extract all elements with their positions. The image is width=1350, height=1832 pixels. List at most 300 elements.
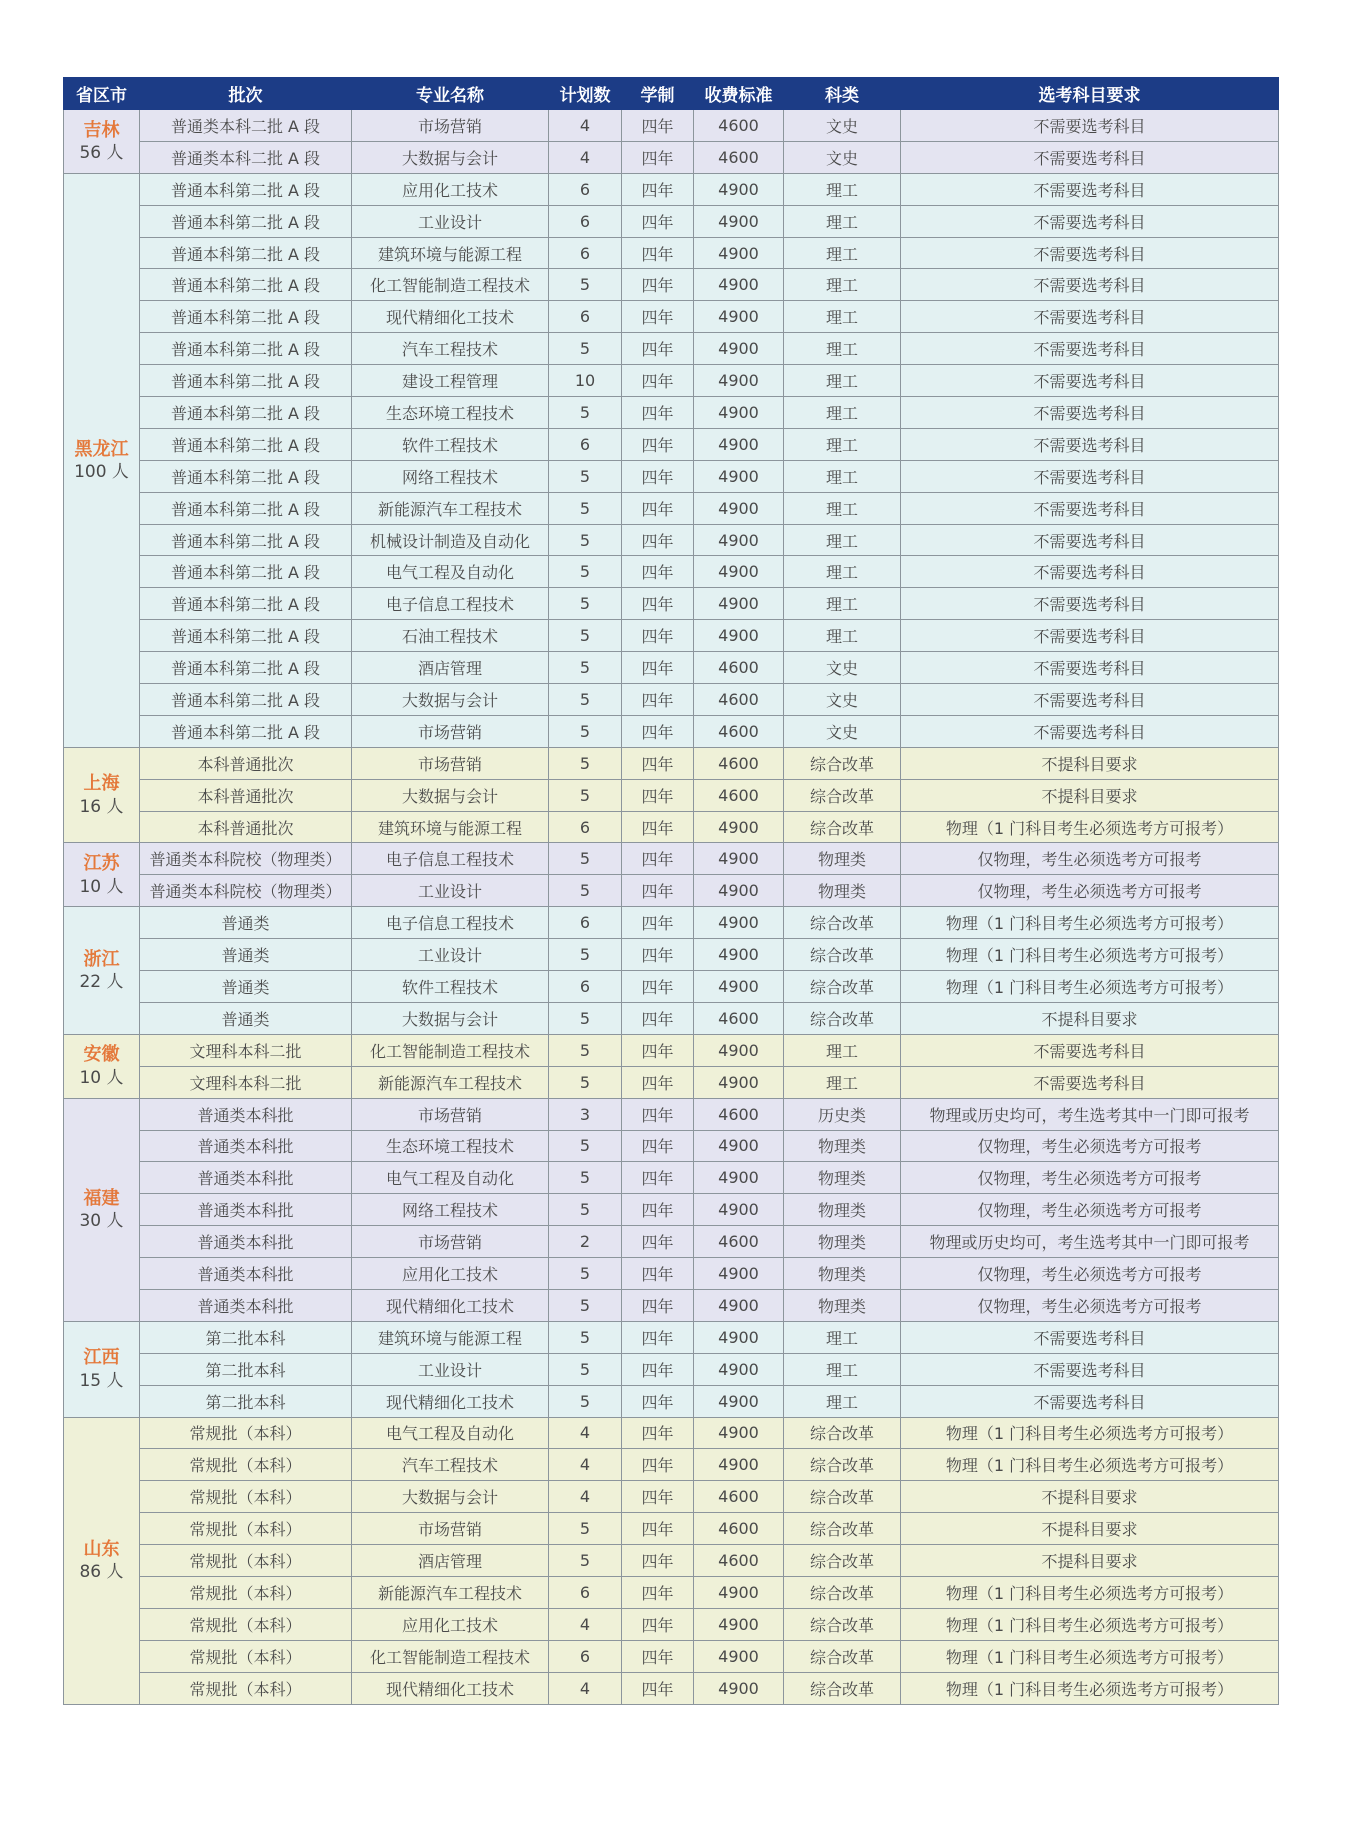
province-cell (64, 747, 140, 843)
duration-cell: 四年 (622, 1417, 694, 1449)
tuition-cell: 4900 (694, 620, 784, 652)
plan-count-cell: 6 (549, 907, 622, 939)
major-cell: 市场营销 (352, 1513, 549, 1545)
category-cell: 综合改革 (784, 779, 901, 811)
duration-cell: 四年 (622, 269, 694, 301)
batch-cell: 常规批（本科） (140, 1545, 352, 1577)
tuition-cell: 4900 (694, 907, 784, 939)
header-batch: 批次 (140, 78, 352, 110)
major-cell: 工业设计 (352, 875, 549, 907)
subject-requirement-cell: 不提科目要求 (901, 1481, 1279, 1513)
batch-cell: 普通本科第二批 A 段 (140, 428, 352, 460)
plan-count-cell: 5 (549, 556, 622, 588)
major-cell: 建筑环境与能源工程 (352, 237, 549, 269)
category-cell: 物理类 (784, 1130, 901, 1162)
major-cell: 化工智能制造工程技术 (352, 1034, 549, 1066)
subject-requirement-cell: 仅物理，考生必须选考方可报考 (901, 1162, 1279, 1194)
batch-cell: 常规批（本科） (140, 1608, 352, 1640)
province-total: 22 人 (79, 972, 124, 993)
duration-cell: 四年 (622, 684, 694, 716)
subject-requirement-cell: 不需要选考科目 (901, 173, 1279, 205)
subject-requirement-cell: 物理（1 门科目考生必须选考方可报考） (901, 1417, 1279, 1449)
duration-cell: 四年 (622, 301, 694, 333)
table-row (64, 939, 1279, 971)
plan-count-cell: 2 (549, 1226, 622, 1258)
province-name: 黑龙江 (74, 438, 129, 460)
subject-requirement-cell: 不需要选考科目 (901, 1385, 1279, 1417)
tuition-cell: 4900 (694, 1608, 784, 1640)
category-cell: 综合改革 (784, 1545, 901, 1577)
major-cell: 现代精细化工技术 (352, 1385, 549, 1417)
duration-cell: 四年 (622, 1449, 694, 1481)
duration-cell: 四年 (622, 747, 694, 779)
subject-requirement-cell: 不提科目要求 (901, 747, 1279, 779)
batch-cell: 第二批本科 (140, 1385, 352, 1417)
batch-cell: 普通本科第二批 A 段 (140, 715, 352, 747)
header-province: 省区市 (64, 78, 140, 110)
tuition-cell: 4900 (694, 1289, 784, 1321)
plan-count-cell: 5 (549, 1130, 622, 1162)
major-cell: 酒店管理 (352, 1545, 549, 1577)
category-cell: 物理类 (784, 1258, 901, 1290)
subject-requirement-cell: 不需要选考科目 (901, 1353, 1279, 1385)
duration-cell: 四年 (622, 492, 694, 524)
major-cell: 新能源汽车工程技术 (352, 1066, 549, 1098)
major-cell: 石油工程技术 (352, 620, 549, 652)
subject-requirement-cell: 物理（1 门科目考生必须选考方可报考） (901, 1640, 1279, 1672)
duration-cell: 四年 (622, 428, 694, 460)
subject-requirement-cell: 不需要选考科目 (901, 1066, 1279, 1098)
subject-requirement-cell: 物理（1 门科目考生必须选考方可报考） (901, 971, 1279, 1003)
tuition-cell: 4900 (694, 1576, 784, 1608)
province-name: 江西 (83, 1347, 120, 1369)
category-cell: 综合改革 (784, 907, 901, 939)
category-cell: 物理类 (784, 843, 901, 875)
plan-count-cell: 5 (549, 492, 622, 524)
batch-cell: 普通类 (140, 907, 352, 939)
duration-cell: 四年 (622, 907, 694, 939)
table-row (64, 556, 1279, 588)
subject-requirement-cell: 物理（1 门科目考生必须选考方可报考） (901, 811, 1279, 843)
duration-cell: 四年 (622, 1608, 694, 1640)
table-row (64, 1513, 1279, 1545)
category-cell: 综合改革 (784, 971, 901, 1003)
category-cell: 综合改革 (784, 1002, 901, 1034)
category-cell: 理工 (784, 428, 901, 460)
category-cell: 理工 (784, 397, 901, 429)
plan-count-cell: 6 (549, 971, 622, 1003)
major-cell: 新能源汽车工程技术 (352, 1576, 549, 1608)
major-cell: 化工智能制造工程技术 (352, 1640, 549, 1672)
major-cell: 建筑环境与能源工程 (352, 1321, 549, 1353)
major-cell: 汽车工程技术 (352, 333, 549, 365)
batch-cell: 常规批（本科） (140, 1417, 352, 1449)
plan-count-cell: 5 (549, 652, 622, 684)
plan-count-cell: 6 (549, 811, 622, 843)
major-cell: 大数据与会计 (352, 684, 549, 716)
duration-cell: 四年 (622, 1481, 694, 1513)
header-duration: 学制 (622, 78, 694, 110)
province-cell (64, 1098, 140, 1321)
subject-requirement-cell: 仅物理，考生必须选考方可报考 (901, 1194, 1279, 1226)
major-cell: 生态环境工程技术 (352, 397, 549, 429)
duration-cell: 四年 (622, 1258, 694, 1290)
tuition-cell: 4900 (694, 1258, 784, 1290)
tuition-cell: 4600 (694, 747, 784, 779)
batch-cell: 普通本科第二批 A 段 (140, 301, 352, 333)
category-cell: 理工 (784, 333, 901, 365)
major-cell: 软件工程技术 (352, 428, 549, 460)
major-cell: 机械设计制造及自动化 (352, 524, 549, 556)
subject-requirement-cell: 不需要选考科目 (901, 397, 1279, 429)
province-cell (64, 173, 140, 747)
batch-cell: 普通本科第二批 A 段 (140, 684, 352, 716)
duration-cell: 四年 (622, 971, 694, 1003)
header-tuition: 收费标准 (694, 78, 784, 110)
table-row (64, 492, 1279, 524)
tuition-cell: 4900 (694, 1672, 784, 1704)
subject-requirement-cell: 不需要选考科目 (901, 556, 1279, 588)
category-cell: 理工 (784, 1034, 901, 1066)
province-total: 100 人 (74, 461, 129, 482)
category-cell: 文史 (784, 652, 901, 684)
province-total: 10 人 (79, 876, 124, 897)
plan-count-cell: 5 (549, 1513, 622, 1545)
tuition-cell: 4900 (694, 301, 784, 333)
category-cell: 综合改革 (784, 939, 901, 971)
batch-cell: 普通类本科院校（物理类） (140, 843, 352, 875)
province-cell (64, 110, 140, 174)
header-subject-requirement: 选考科目要求 (901, 78, 1279, 110)
category-cell: 综合改革 (784, 1449, 901, 1481)
batch-cell: 常规批（本科） (140, 1640, 352, 1672)
plan-count-cell: 6 (549, 1640, 622, 1672)
duration-cell: 四年 (622, 1034, 694, 1066)
batch-cell: 常规批（本科） (140, 1481, 352, 1513)
table-row (64, 684, 1279, 716)
table-row (64, 1098, 1279, 1130)
tuition-cell: 4600 (694, 1002, 784, 1034)
batch-cell: 普通类本科二批 A 段 (140, 141, 352, 173)
major-cell: 市场营销 (352, 110, 549, 142)
duration-cell: 四年 (622, 237, 694, 269)
table-row (64, 971, 1279, 1003)
duration-cell: 四年 (622, 397, 694, 429)
category-cell: 物理类 (784, 1226, 901, 1258)
tuition-cell: 4600 (694, 1513, 784, 1545)
table-row (64, 1417, 1279, 1449)
batch-cell: 普通本科第二批 A 段 (140, 556, 352, 588)
table-row (64, 333, 1279, 365)
major-cell: 大数据与会计 (352, 1002, 549, 1034)
duration-cell: 四年 (622, 333, 694, 365)
batch-cell: 普通本科第二批 A 段 (140, 652, 352, 684)
plan-count-cell: 6 (549, 173, 622, 205)
major-cell: 市场营销 (352, 715, 549, 747)
plan-count-cell: 5 (549, 1002, 622, 1034)
duration-cell: 四年 (622, 1066, 694, 1098)
major-cell: 新能源汽车工程技术 (352, 492, 549, 524)
batch-cell: 普通本科第二批 A 段 (140, 269, 352, 301)
province-total: 15 人 (79, 1370, 124, 1391)
category-cell: 理工 (784, 492, 901, 524)
category-cell: 理工 (784, 205, 901, 237)
duration-cell: 四年 (622, 110, 694, 142)
batch-cell: 普通本科第二批 A 段 (140, 620, 352, 652)
tuition-cell: 4900 (694, 397, 784, 429)
tuition-cell: 4900 (694, 843, 784, 875)
subject-requirement-cell: 不需要选考科目 (901, 715, 1279, 747)
duration-cell: 四年 (622, 173, 694, 205)
table-row (64, 428, 1279, 460)
tuition-cell: 4900 (694, 524, 784, 556)
enrollment-plan-table-wrapper (63, 77, 1278, 1705)
table-row (64, 269, 1279, 301)
subject-requirement-cell: 不需要选考科目 (901, 1321, 1279, 1353)
subject-requirement-cell: 仅物理，考生必须选考方可报考 (901, 1258, 1279, 1290)
major-cell: 市场营销 (352, 1226, 549, 1258)
major-cell: 现代精细化工技术 (352, 1289, 549, 1321)
duration-cell: 四年 (622, 1321, 694, 1353)
subject-requirement-cell: 不需要选考科目 (901, 652, 1279, 684)
province-total: 16 人 (79, 796, 124, 817)
plan-count-cell: 4 (549, 141, 622, 173)
major-cell: 市场营销 (352, 1098, 549, 1130)
major-cell: 汽车工程技术 (352, 1449, 549, 1481)
duration-cell: 四年 (622, 205, 694, 237)
batch-cell: 普通类本科二批 A 段 (140, 110, 352, 142)
major-cell: 电气工程及自动化 (352, 1162, 549, 1194)
table-row (64, 1321, 1279, 1353)
batch-cell: 本科普通批次 (140, 811, 352, 843)
subject-requirement-cell: 不提科目要求 (901, 1545, 1279, 1577)
table-row (64, 1066, 1279, 1098)
duration-cell: 四年 (622, 1289, 694, 1321)
subject-requirement-cell: 物理（1 门科目考生必须选考方可报考） (901, 1672, 1279, 1704)
batch-cell: 常规批（本科） (140, 1576, 352, 1608)
batch-cell: 普通本科第二批 A 段 (140, 397, 352, 429)
tuition-cell: 4900 (694, 1353, 784, 1385)
tuition-cell: 4600 (694, 141, 784, 173)
batch-cell: 普通类 (140, 971, 352, 1003)
table-row (64, 715, 1279, 747)
table-row (64, 747, 1279, 779)
plan-count-cell: 5 (549, 1066, 622, 1098)
major-cell: 应用化工技术 (352, 1258, 549, 1290)
subject-requirement-cell: 不需要选考科目 (901, 524, 1279, 556)
table-row (64, 1162, 1279, 1194)
table-row (64, 1576, 1279, 1608)
tuition-cell: 4900 (694, 1385, 784, 1417)
province-name: 江苏 (83, 853, 120, 875)
tuition-cell: 4900 (694, 1640, 784, 1672)
plan-count-cell: 5 (549, 779, 622, 811)
major-cell: 大数据与会计 (352, 779, 549, 811)
plan-count-cell: 4 (549, 1608, 622, 1640)
tuition-cell: 4900 (694, 556, 784, 588)
subject-requirement-cell: 不需要选考科目 (901, 1034, 1279, 1066)
major-cell: 市场营销 (352, 747, 549, 779)
plan-count-cell: 6 (549, 237, 622, 269)
category-cell: 物理类 (784, 1194, 901, 1226)
tuition-cell: 4900 (694, 1449, 784, 1481)
tuition-cell: 4900 (694, 1162, 784, 1194)
table-row (64, 875, 1279, 907)
tuition-cell: 4900 (694, 1321, 784, 1353)
duration-cell: 四年 (622, 1002, 694, 1034)
category-cell: 理工 (784, 1066, 901, 1098)
batch-cell: 普通本科第二批 A 段 (140, 524, 352, 556)
subject-requirement-cell: 仅物理，考生必须选考方可报考 (901, 1289, 1279, 1321)
table-row (64, 907, 1279, 939)
major-cell: 软件工程技术 (352, 971, 549, 1003)
major-cell: 大数据与会计 (352, 1481, 549, 1513)
category-cell: 理工 (784, 365, 901, 397)
duration-cell: 四年 (622, 1162, 694, 1194)
header-category: 科类 (784, 78, 901, 110)
tuition-cell: 4600 (694, 1481, 784, 1513)
plan-count-cell: 3 (549, 1098, 622, 1130)
batch-cell: 普通本科第二批 A 段 (140, 205, 352, 237)
table-row (64, 1258, 1279, 1290)
tuition-cell: 4900 (694, 428, 784, 460)
major-cell: 应用化工技术 (352, 173, 549, 205)
tuition-cell: 4900 (694, 492, 784, 524)
category-cell: 综合改革 (784, 1481, 901, 1513)
category-cell: 理工 (784, 301, 901, 333)
tuition-cell: 4600 (694, 652, 784, 684)
batch-cell: 普通类 (140, 1002, 352, 1034)
plan-count-cell: 4 (549, 1481, 622, 1513)
batch-cell: 本科普通批次 (140, 747, 352, 779)
province-cell (64, 1417, 140, 1704)
province-name: 安徽 (83, 1044, 120, 1066)
batch-cell: 普通本科第二批 A 段 (140, 492, 352, 524)
plan-count-cell: 5 (549, 1162, 622, 1194)
table-row (64, 460, 1279, 492)
major-cell: 化工智能制造工程技术 (352, 269, 549, 301)
subject-requirement-cell: 仅物理，考生必须选考方可报考 (901, 875, 1279, 907)
major-cell: 酒店管理 (352, 652, 549, 684)
duration-cell: 四年 (622, 1672, 694, 1704)
subject-requirement-cell: 仅物理，考生必须选考方可报考 (901, 843, 1279, 875)
tuition-cell: 4900 (694, 205, 784, 237)
subject-requirement-cell: 不需要选考科目 (901, 333, 1279, 365)
subject-requirement-cell: 物理或历史均可，考生选考其中一门即可报考 (901, 1226, 1279, 1258)
tuition-cell: 4900 (694, 1130, 784, 1162)
batch-cell: 第二批本科 (140, 1353, 352, 1385)
batch-cell: 普通本科第二批 A 段 (140, 588, 352, 620)
table-row (64, 1640, 1279, 1672)
major-cell: 生态环境工程技术 (352, 1130, 549, 1162)
tuition-cell: 4600 (694, 779, 784, 811)
category-cell: 综合改革 (784, 1672, 901, 1704)
tuition-cell: 4900 (694, 269, 784, 301)
category-cell: 历史类 (784, 1098, 901, 1130)
subject-requirement-cell: 物理（1 门科目考生必须选考方可报考） (901, 907, 1279, 939)
subject-requirement-cell: 不需要选考科目 (901, 620, 1279, 652)
plan-count-cell: 5 (549, 620, 622, 652)
table-row (64, 1449, 1279, 1481)
table-body (64, 110, 1279, 1705)
plan-count-cell: 10 (549, 365, 622, 397)
category-cell: 物理类 (784, 875, 901, 907)
duration-cell: 四年 (622, 1098, 694, 1130)
duration-cell: 四年 (622, 1194, 694, 1226)
table-row (64, 1672, 1279, 1704)
duration-cell: 四年 (622, 620, 694, 652)
tuition-cell: 4900 (694, 333, 784, 365)
batch-cell: 文理科本科二批 (140, 1066, 352, 1098)
subject-requirement-cell: 物理（1 门科目考生必须选考方可报考） (901, 1576, 1279, 1608)
table-row (64, 1130, 1279, 1162)
plan-count-cell: 5 (549, 397, 622, 429)
table-row (64, 620, 1279, 652)
category-cell: 文史 (784, 141, 901, 173)
table-row (64, 1545, 1279, 1577)
duration-cell: 四年 (622, 141, 694, 173)
category-cell: 文史 (784, 110, 901, 142)
batch-cell: 普通类本科批 (140, 1258, 352, 1290)
batch-cell: 普通类本科批 (140, 1289, 352, 1321)
duration-cell: 四年 (622, 365, 694, 397)
header-row (64, 78, 1279, 110)
subject-requirement-cell: 物理（1 门科目考生必须选考方可报考） (901, 939, 1279, 971)
subject-requirement-cell: 不需要选考科目 (901, 141, 1279, 173)
province-name: 上海 (83, 773, 120, 795)
subject-requirement-cell: 不提科目要求 (901, 779, 1279, 811)
table-row (64, 397, 1279, 429)
subject-requirement-cell: 物理或历史均可，考生选考其中一门即可报考 (901, 1098, 1279, 1130)
table-row (64, 1289, 1279, 1321)
table-row (64, 843, 1279, 875)
table-row (64, 173, 1279, 205)
category-cell: 理工 (784, 1385, 901, 1417)
table-header (64, 78, 1279, 110)
province-total: 56 人 (79, 143, 124, 164)
tuition-cell: 4600 (694, 684, 784, 716)
batch-cell: 普通类 (140, 939, 352, 971)
tuition-cell: 4900 (694, 811, 784, 843)
category-cell: 理工 (784, 1321, 901, 1353)
batch-cell: 普通类本科批 (140, 1098, 352, 1130)
plan-count-cell: 5 (549, 1545, 622, 1577)
major-cell: 现代精细化工技术 (352, 1672, 549, 1704)
batch-cell: 普通类本科批 (140, 1130, 352, 1162)
major-cell: 工业设计 (352, 205, 549, 237)
duration-cell: 四年 (622, 715, 694, 747)
tuition-cell: 4600 (694, 1545, 784, 1577)
tuition-cell: 4900 (694, 1194, 784, 1226)
table-row (64, 1034, 1279, 1066)
province-name: 吉林 (83, 119, 120, 141)
plan-count-cell: 5 (549, 1385, 622, 1417)
plan-count-cell: 5 (549, 588, 622, 620)
tuition-cell: 4600 (694, 110, 784, 142)
table-row (64, 1481, 1279, 1513)
duration-cell: 四年 (622, 556, 694, 588)
category-cell: 文史 (784, 715, 901, 747)
category-cell: 理工 (784, 237, 901, 269)
batch-cell: 普通类本科批 (140, 1226, 352, 1258)
plan-count-cell: 6 (549, 428, 622, 460)
batch-cell: 普通本科第二批 A 段 (140, 460, 352, 492)
duration-cell: 四年 (622, 1513, 694, 1545)
subject-requirement-cell: 不需要选考科目 (901, 492, 1279, 524)
plan-count-cell: 4 (549, 1449, 622, 1481)
category-cell: 理工 (784, 556, 901, 588)
province-total: 10 人 (79, 1067, 124, 1088)
